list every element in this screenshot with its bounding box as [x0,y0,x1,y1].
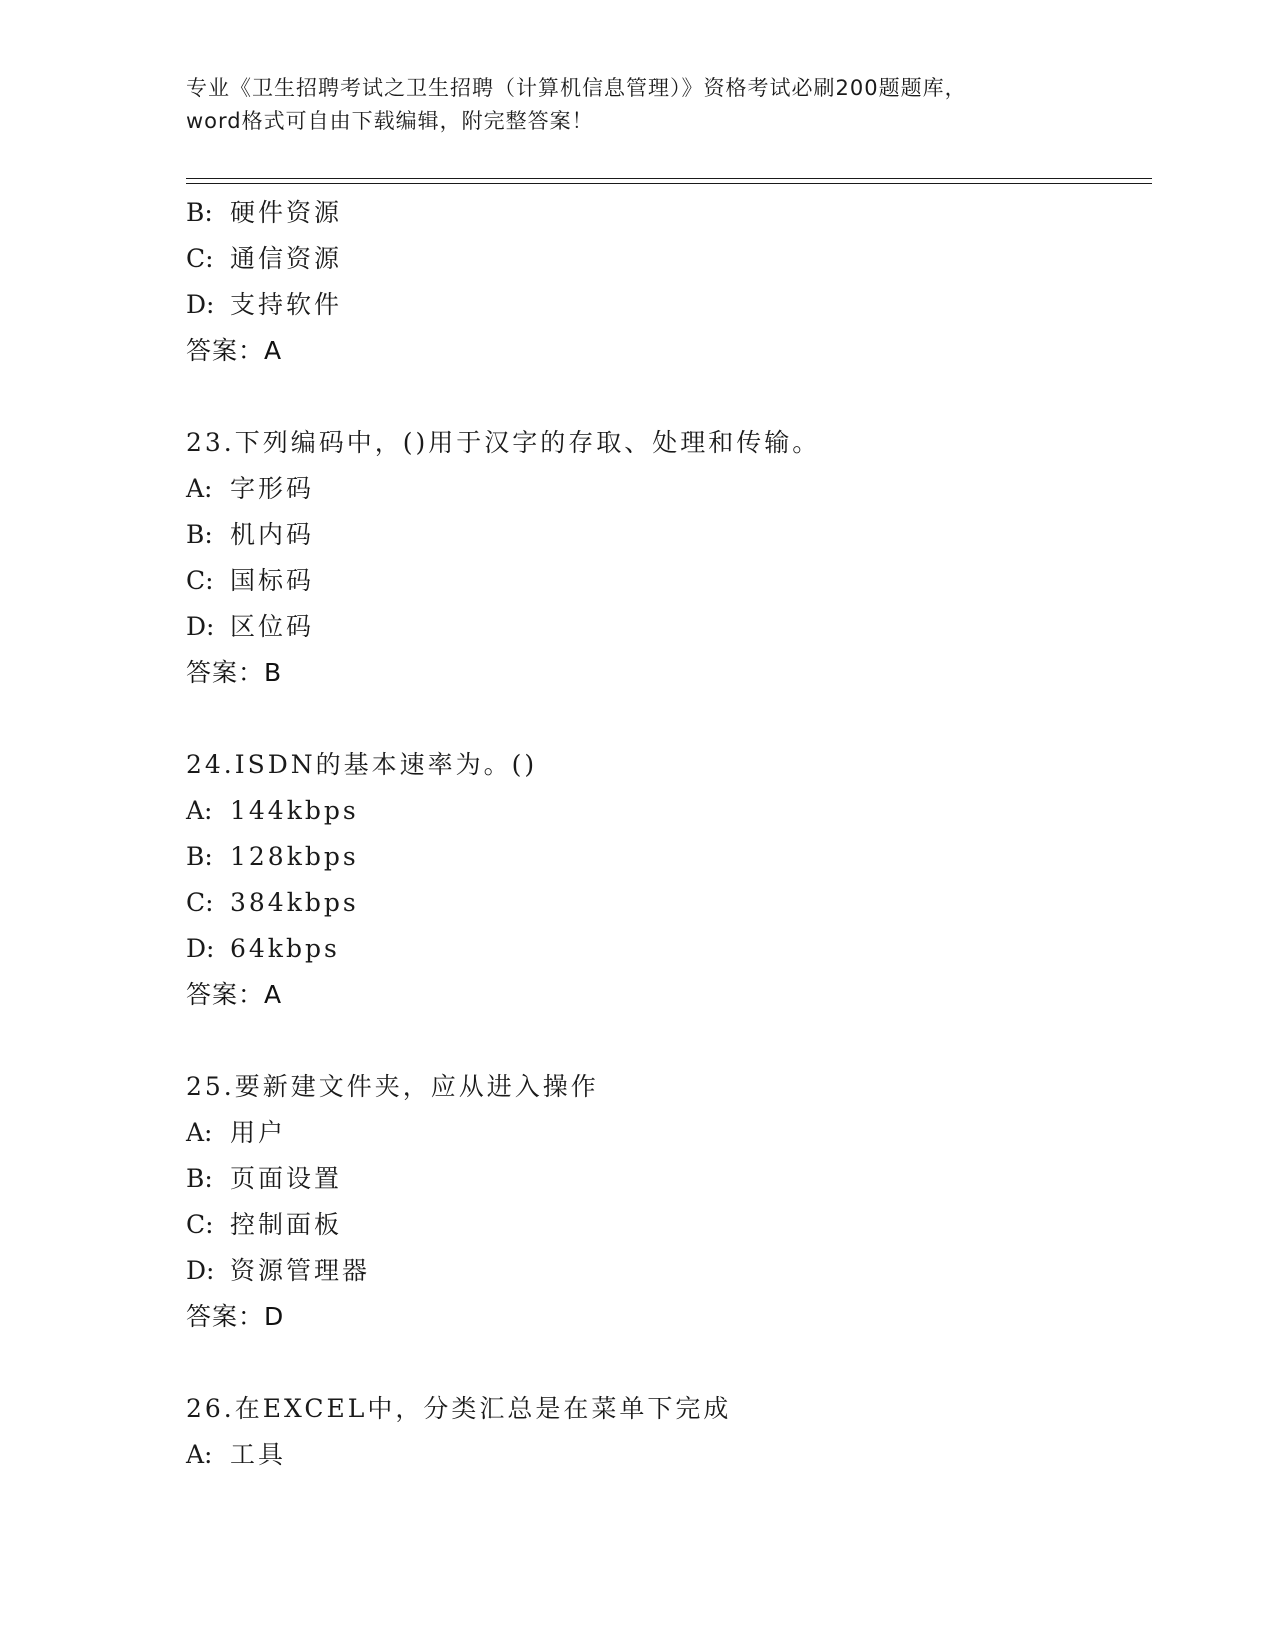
option-text: 区位码 [230,612,315,641]
option-text: 工具 [230,1440,287,1469]
option-text: 144kbps [230,796,359,825]
option-text: 机内码 [230,520,315,549]
question-block-26 [186,1386,1146,1478]
option-text: 控制面板 [230,1210,343,1239]
option-label: D: [186,612,215,641]
question-text: 24.ISDN的基本速率为。() [186,750,538,779]
option-label: B: [186,1164,213,1193]
option-text: 页面设置 [230,1164,343,1193]
option-label: A: [186,1118,213,1147]
question-text: 25.要新建文件夹，应从进入操作 [186,1072,599,1101]
question-list [186,190,1146,1478]
option-a [186,1432,1146,1478]
option-label: C: [186,888,214,917]
option-label: B: [186,520,213,549]
header-line-1: 专业《卫生招聘考试之卫生招聘（计算机信息管理）》资格考试必刷200题题库， [186,76,967,100]
option-label: D: [186,934,215,963]
option-text: 支持软件 [230,290,343,319]
option-label: B: [186,198,213,227]
question-block-25 [186,1064,1146,1340]
header-line-2: word格式可自由下载编辑，附完整答案！ [186,109,594,133]
option-d [186,604,1146,650]
option-label: B: [186,842,213,871]
option-text: 384kbps [230,888,359,917]
option-label: D: [186,1256,215,1285]
option-b [186,834,1146,880]
option-c [186,880,1146,926]
option-a [186,466,1146,512]
option-c [186,558,1146,604]
option-a [186,1110,1146,1156]
option-d [186,282,1146,328]
option-a [186,788,1146,834]
question-block-23 [186,420,1146,696]
option-text: 128kbps [230,842,359,871]
question-text: 26.在EXCEL中，分类汇总是在菜单下完成 [186,1394,732,1423]
option-label: A: [186,474,213,503]
question-text: 23.下列编码中，()用于汉字的存取、处理和传输。 [186,428,821,457]
question-block-continued [186,190,1146,374]
answer: 答案：D [186,1302,285,1331]
option-b [186,512,1146,558]
option-c [186,1202,1146,1248]
answer: 答案：A [186,980,283,1009]
option-text: 硬件资源 [230,198,343,227]
question-block-24 [186,742,1146,1018]
option-c [186,236,1146,282]
option-d [186,1248,1146,1294]
option-text: 通信资源 [230,244,343,273]
header-divider-bottom [186,183,1152,184]
answer: 答案：A [186,336,283,365]
header-divider-top [186,178,1152,179]
option-label: C: [186,1210,214,1239]
option-text: 国标码 [230,566,315,595]
option-label: D: [186,290,215,319]
answer: 答案：B [186,658,283,687]
option-b [186,190,1146,236]
option-d [186,926,1146,972]
option-text: 资源管理器 [230,1256,371,1285]
document-header [186,72,1086,138]
option-label: A: [186,796,213,825]
option-b [186,1156,1146,1202]
option-text: 64kbps [230,934,340,963]
option-label: C: [186,566,214,595]
option-text: 字形码 [230,474,315,503]
option-label: C: [186,244,214,273]
option-text: 用户 [230,1118,287,1147]
option-label: A: [186,1440,213,1469]
